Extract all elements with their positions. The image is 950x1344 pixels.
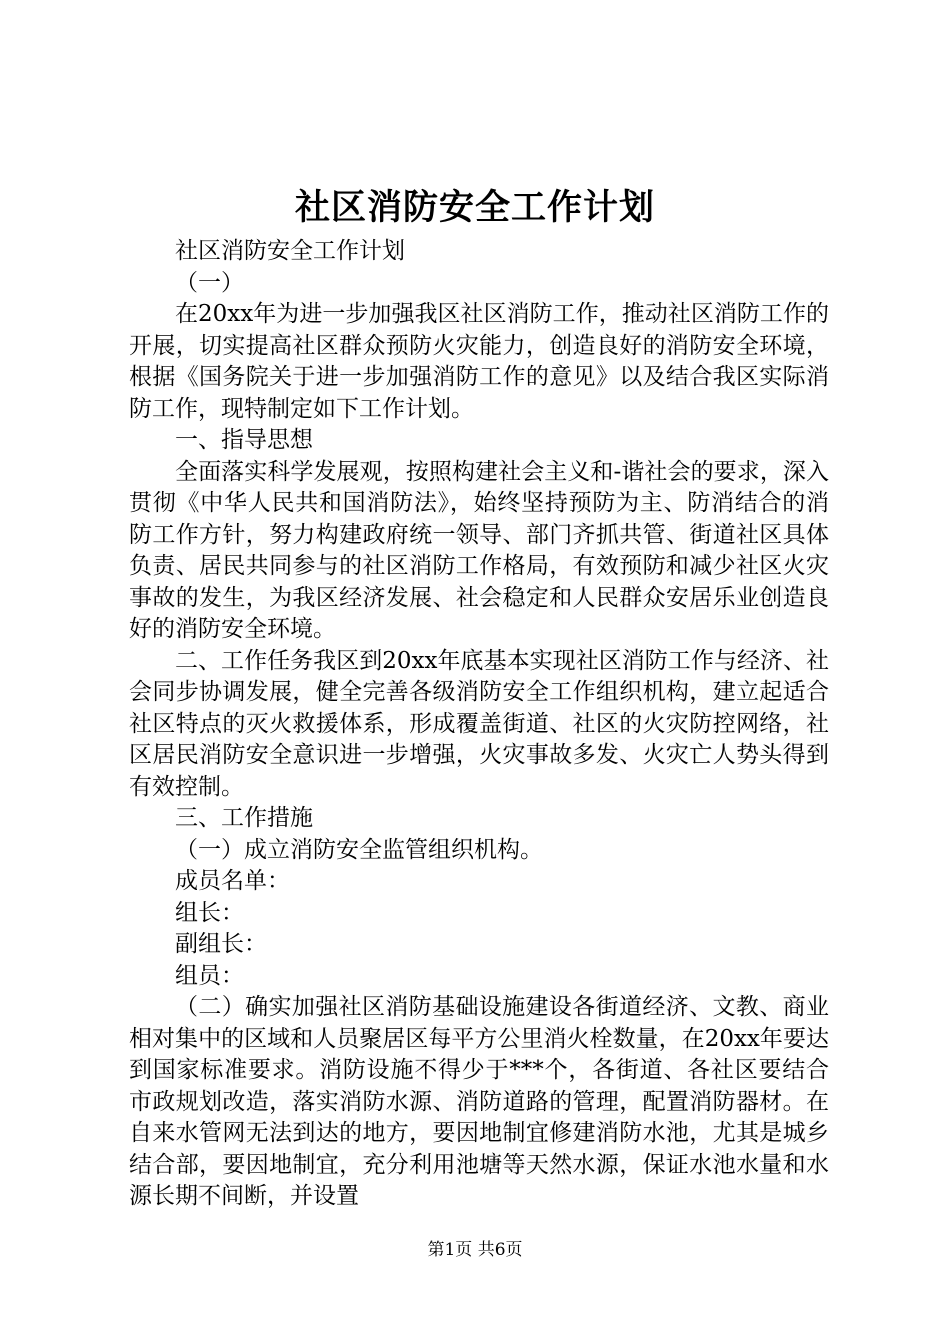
paragraph-part-number: （一） xyxy=(175,269,244,296)
paragraph-work-tasks: 二、工作任务我区到20xx年底基本实现社区消防工作与经济、社会同步协调发展，健全完善各级消防安全工作组织机构，建立起适合社区特点的灭火救援体系，形成覆盖街道、社区的火灾防控网络，社区居民消防安全意识进一步增强，火灾事故多发、火灾亡人势头得到有效控制。 xyxy=(129,647,829,800)
paragraph-deputy-leader: 副组长： xyxy=(175,931,267,957)
paragraph-measure-one: （一）成立消防安全监管组织机构。 xyxy=(175,836,543,863)
heading-work-measures: 三、工作措施 xyxy=(175,805,313,831)
heading-guiding-ideology: 一、指导思想 xyxy=(175,427,313,453)
paragraph-members: 组员： xyxy=(175,962,244,989)
paragraph-measure-two: （二）确实加强社区消防基础设施建设各街道经济、文教、商业相对集中的区域和人员聚居区每平方公里消火栓数量，在20xx年要达到国家标准要求。消防设施不得少于***个，各街道、各社区要结合市政规划改造，落实消防水源、消防道路的管理，配置消防器材。在自来水管网无法到达的地方，要因地制宜修建消防水池，尤其是城乡结合部，要因地制宜，充分利用池塘等天然水源，保证水池水量和水源长期不间断，并设置 xyxy=(129,994,829,1209)
paragraph-leader: 组长： xyxy=(175,899,244,926)
paragraph-intro: 在20xx年为进一步加强我区社区消防工作，推动社区消防工作的开展，切实提高社区群众预防火灾能力，创造良好的消防安全环境，根据《国务院关于进一步加强消防工作的意见》以及结合我区实际消防工作，现特制定如下工作计划。 xyxy=(129,301,829,422)
page-footer: 第1页 共6页 xyxy=(427,1240,523,1260)
paragraph-member-list: 成员名单： xyxy=(175,868,290,894)
document-title: 社区消防安全工作计划 xyxy=(294,187,655,228)
paragraph-guiding-ideology: 全面落实科学发展观，按照构建社会主义和-谐社会的要求，深入贯彻《中华人民共和国消防法》，始终坚持预防为主、防消结合的消防工作方针，努力构建政府统一领导、部门齐抓共管、街道社区具体负责、居民共同参与的社区消防工作格局，有效预防和减少社区火灾事故的发生，为我区经济发展、社会稳定和人民群众安居乐业创造良好的消防安全环境。 xyxy=(129,458,829,642)
paragraph-subtitle: 社区消防安全工作计划 xyxy=(175,238,405,264)
document-body xyxy=(129,236,829,1213)
